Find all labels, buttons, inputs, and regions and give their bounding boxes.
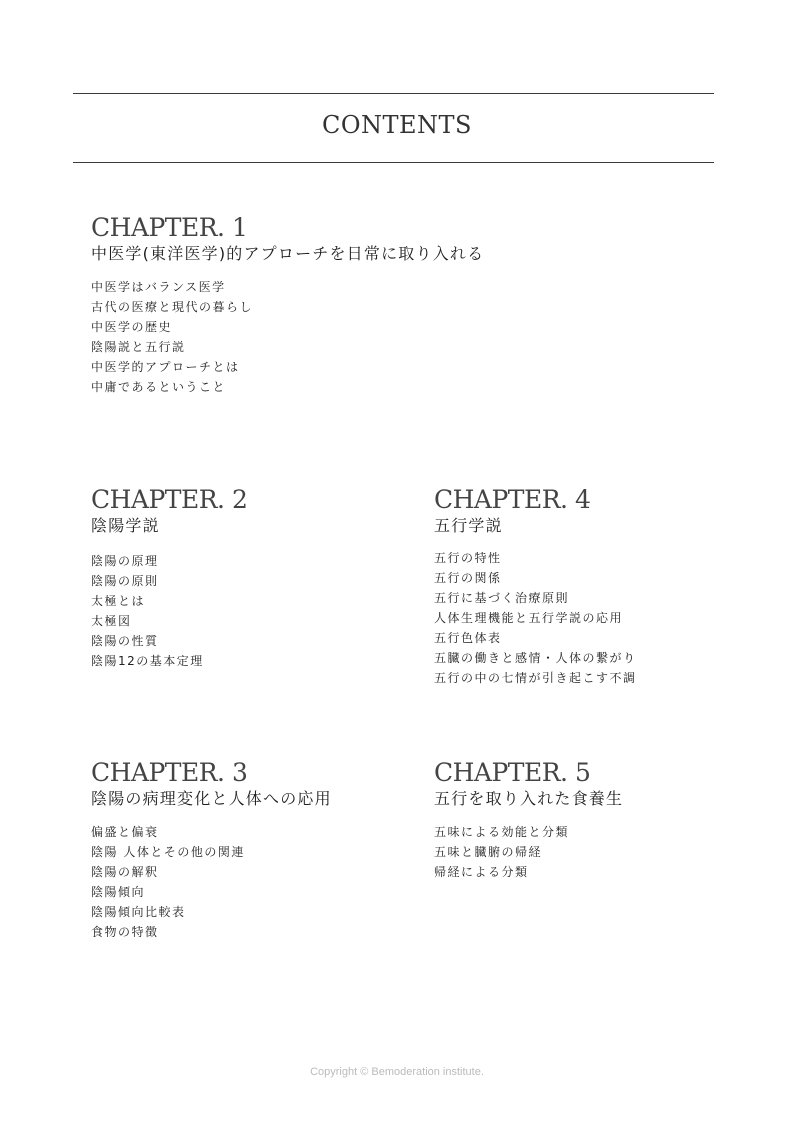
toc-item: 太極図 xyxy=(91,614,132,628)
toc-item: 五味による効能と分類 xyxy=(434,825,570,839)
header-top-rule xyxy=(73,93,714,94)
toc-item: 偏盛と偏衰 xyxy=(91,825,159,839)
chapter-3-items xyxy=(91,822,332,942)
chapter-1-label: CHAPTER. 1 xyxy=(91,213,248,242)
toc-item: 食物の特徴 xyxy=(91,925,159,939)
toc-item: 中庸であるということ xyxy=(91,380,227,394)
toc-item: 五行の特性 xyxy=(434,551,502,565)
toc-item: 中医学の歴史 xyxy=(91,320,173,334)
toc-item: 帰経による分類 xyxy=(434,865,529,879)
chapter-5-section xyxy=(434,758,623,882)
chapter-4-title: 五行学説 xyxy=(434,516,503,535)
toc-item: 陰陽の原理 xyxy=(91,554,159,568)
chapter-2-section xyxy=(91,485,247,671)
toc-item: 五行色体表 xyxy=(434,631,502,645)
toc-item: 中医学的アプローチとは xyxy=(91,360,240,374)
toc-item: 五臓の働きと感情・人体の繋がり xyxy=(434,651,637,665)
chapter-3-title: 陰陽の病理変化と人体への応用 xyxy=(91,789,332,808)
toc-item: 陰陽説と五行説 xyxy=(91,340,186,354)
toc-item: 太極とは xyxy=(91,594,146,608)
chapter-2-items xyxy=(91,551,247,671)
toc-item: 陰陽傾向比較表 xyxy=(91,905,186,919)
toc-item: 中医学はバランス医学 xyxy=(91,280,226,294)
page-title: CONTENTS xyxy=(321,111,472,139)
toc-item: 五行に基づく治療原則 xyxy=(434,591,570,605)
toc-item: 陰陽の解釈 xyxy=(91,865,159,879)
chapter-1-section xyxy=(91,213,484,397)
chapter-1-items xyxy=(91,277,484,397)
toc-item: 五行の関係 xyxy=(434,571,502,585)
chapter-4-items xyxy=(434,548,637,688)
chapter-3-label: CHAPTER. 3 xyxy=(91,758,248,787)
chapter-2-title: 陰陽学説 xyxy=(91,516,160,535)
chapter-3-section xyxy=(91,758,332,942)
toc-item: 陰陽傾向 xyxy=(91,885,146,899)
chapter-5-items xyxy=(434,822,623,882)
chapter-5-title: 五行を取り入れた食養生 xyxy=(434,789,624,808)
header-bottom-rule xyxy=(73,162,714,163)
chapter-2-label: CHAPTER. 2 xyxy=(91,485,248,514)
toc-item: 人体生理機能と五行学説の応用 xyxy=(434,611,624,625)
toc-item: 陰陽12の基本定理 xyxy=(91,654,204,668)
toc-item: 古代の医療と現代の暮らし xyxy=(91,300,254,314)
toc-item: 陰陽 人体とその他の関連 xyxy=(91,845,245,859)
chapter-4-label: CHAPTER. 4 xyxy=(434,485,591,514)
copyright-notice: Copyright © Bemoderation institute. xyxy=(310,1066,484,1078)
toc-item: 五行の中の七情が引き起こす不調 xyxy=(434,671,637,685)
chapter-4-section xyxy=(434,485,637,688)
toc-item: 陰陽の性質 xyxy=(91,634,159,648)
chapter-1-title: 中医学(東洋医学)的アプローチを日常に取り入れる xyxy=(91,244,485,263)
toc-item: 陰陽の原則 xyxy=(91,574,159,588)
chapter-5-label: CHAPTER. 5 xyxy=(434,758,591,787)
toc-item: 五味と臓腑の帰経 xyxy=(434,845,543,859)
